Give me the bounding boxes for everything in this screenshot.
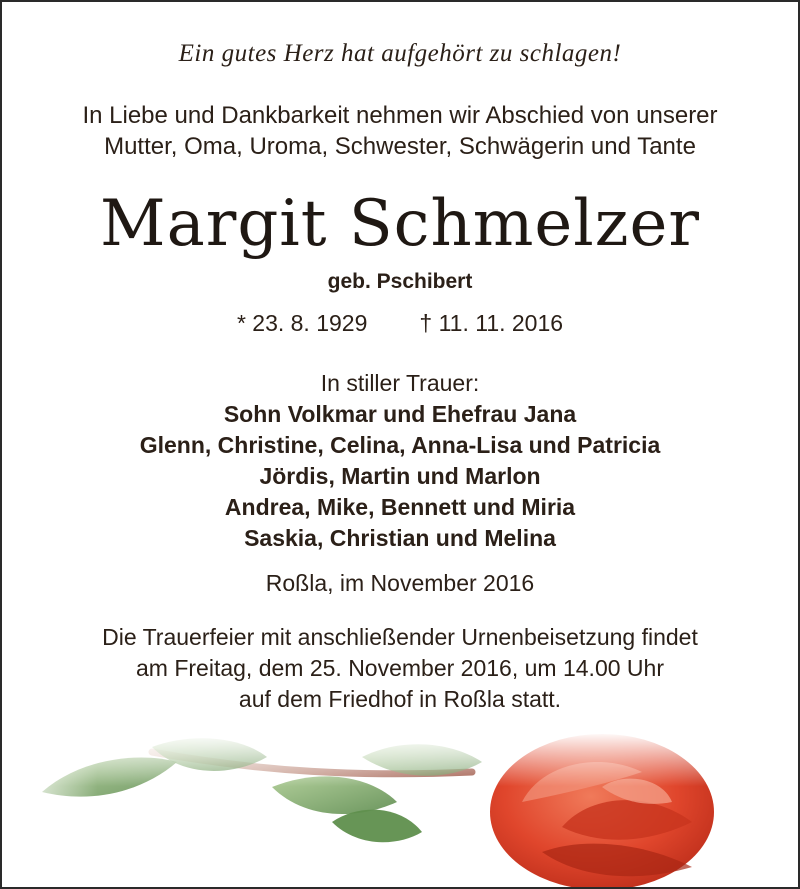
mourning-label: In stiller Trauer: bbox=[320, 370, 480, 396]
funeral-notice bbox=[2, 622, 798, 715]
intro-line: Mutter, Oma, Uroma, Schwester, Schwägerin und Tante bbox=[104, 133, 696, 160]
life-dates bbox=[2, 310, 798, 337]
mourners-list bbox=[2, 399, 798, 554]
mourner-line: Saskia, Christian und Melina bbox=[244, 525, 556, 551]
motto: Ein gutes Herz hat aufgehört zu schlagen! bbox=[178, 40, 622, 67]
mourner-line: Glenn, Christine, Celina, Anna-Lisa und Patricia bbox=[139, 432, 661, 458]
rose-decoration bbox=[2, 732, 798, 887]
deceased-name: Margit Schmelzer bbox=[100, 187, 700, 261]
mourner-line: Andrea, Mike, Bennett und Miria bbox=[224, 494, 576, 520]
birth-name: geb. Pschibert bbox=[327, 270, 473, 293]
death-date: † 11. 11. 2016 bbox=[419, 310, 564, 336]
mourner-line: Jördis, Martin und Marlon bbox=[259, 463, 541, 489]
intro-text bbox=[2, 100, 798, 162]
funeral-line: am Freitag, dem 25. November 2016, um 14.00 Uhr bbox=[136, 655, 664, 681]
funeral-line: auf dem Friedhof in Roßla statt. bbox=[238, 686, 562, 712]
intro-line: In Liebe und Dankbarkeit nehmen wir Abschied von unserer bbox=[82, 102, 718, 129]
mourner-line: Sohn Volkmar und Ehefrau Jana bbox=[223, 401, 577, 427]
place-date: Roßla, im November 2016 bbox=[265, 570, 535, 596]
birth-date: * 23. 8. 1929 bbox=[236, 310, 368, 336]
funeral-line: Die Trauerfeier mit anschließender Urnenbeisetzung findet bbox=[102, 624, 698, 650]
